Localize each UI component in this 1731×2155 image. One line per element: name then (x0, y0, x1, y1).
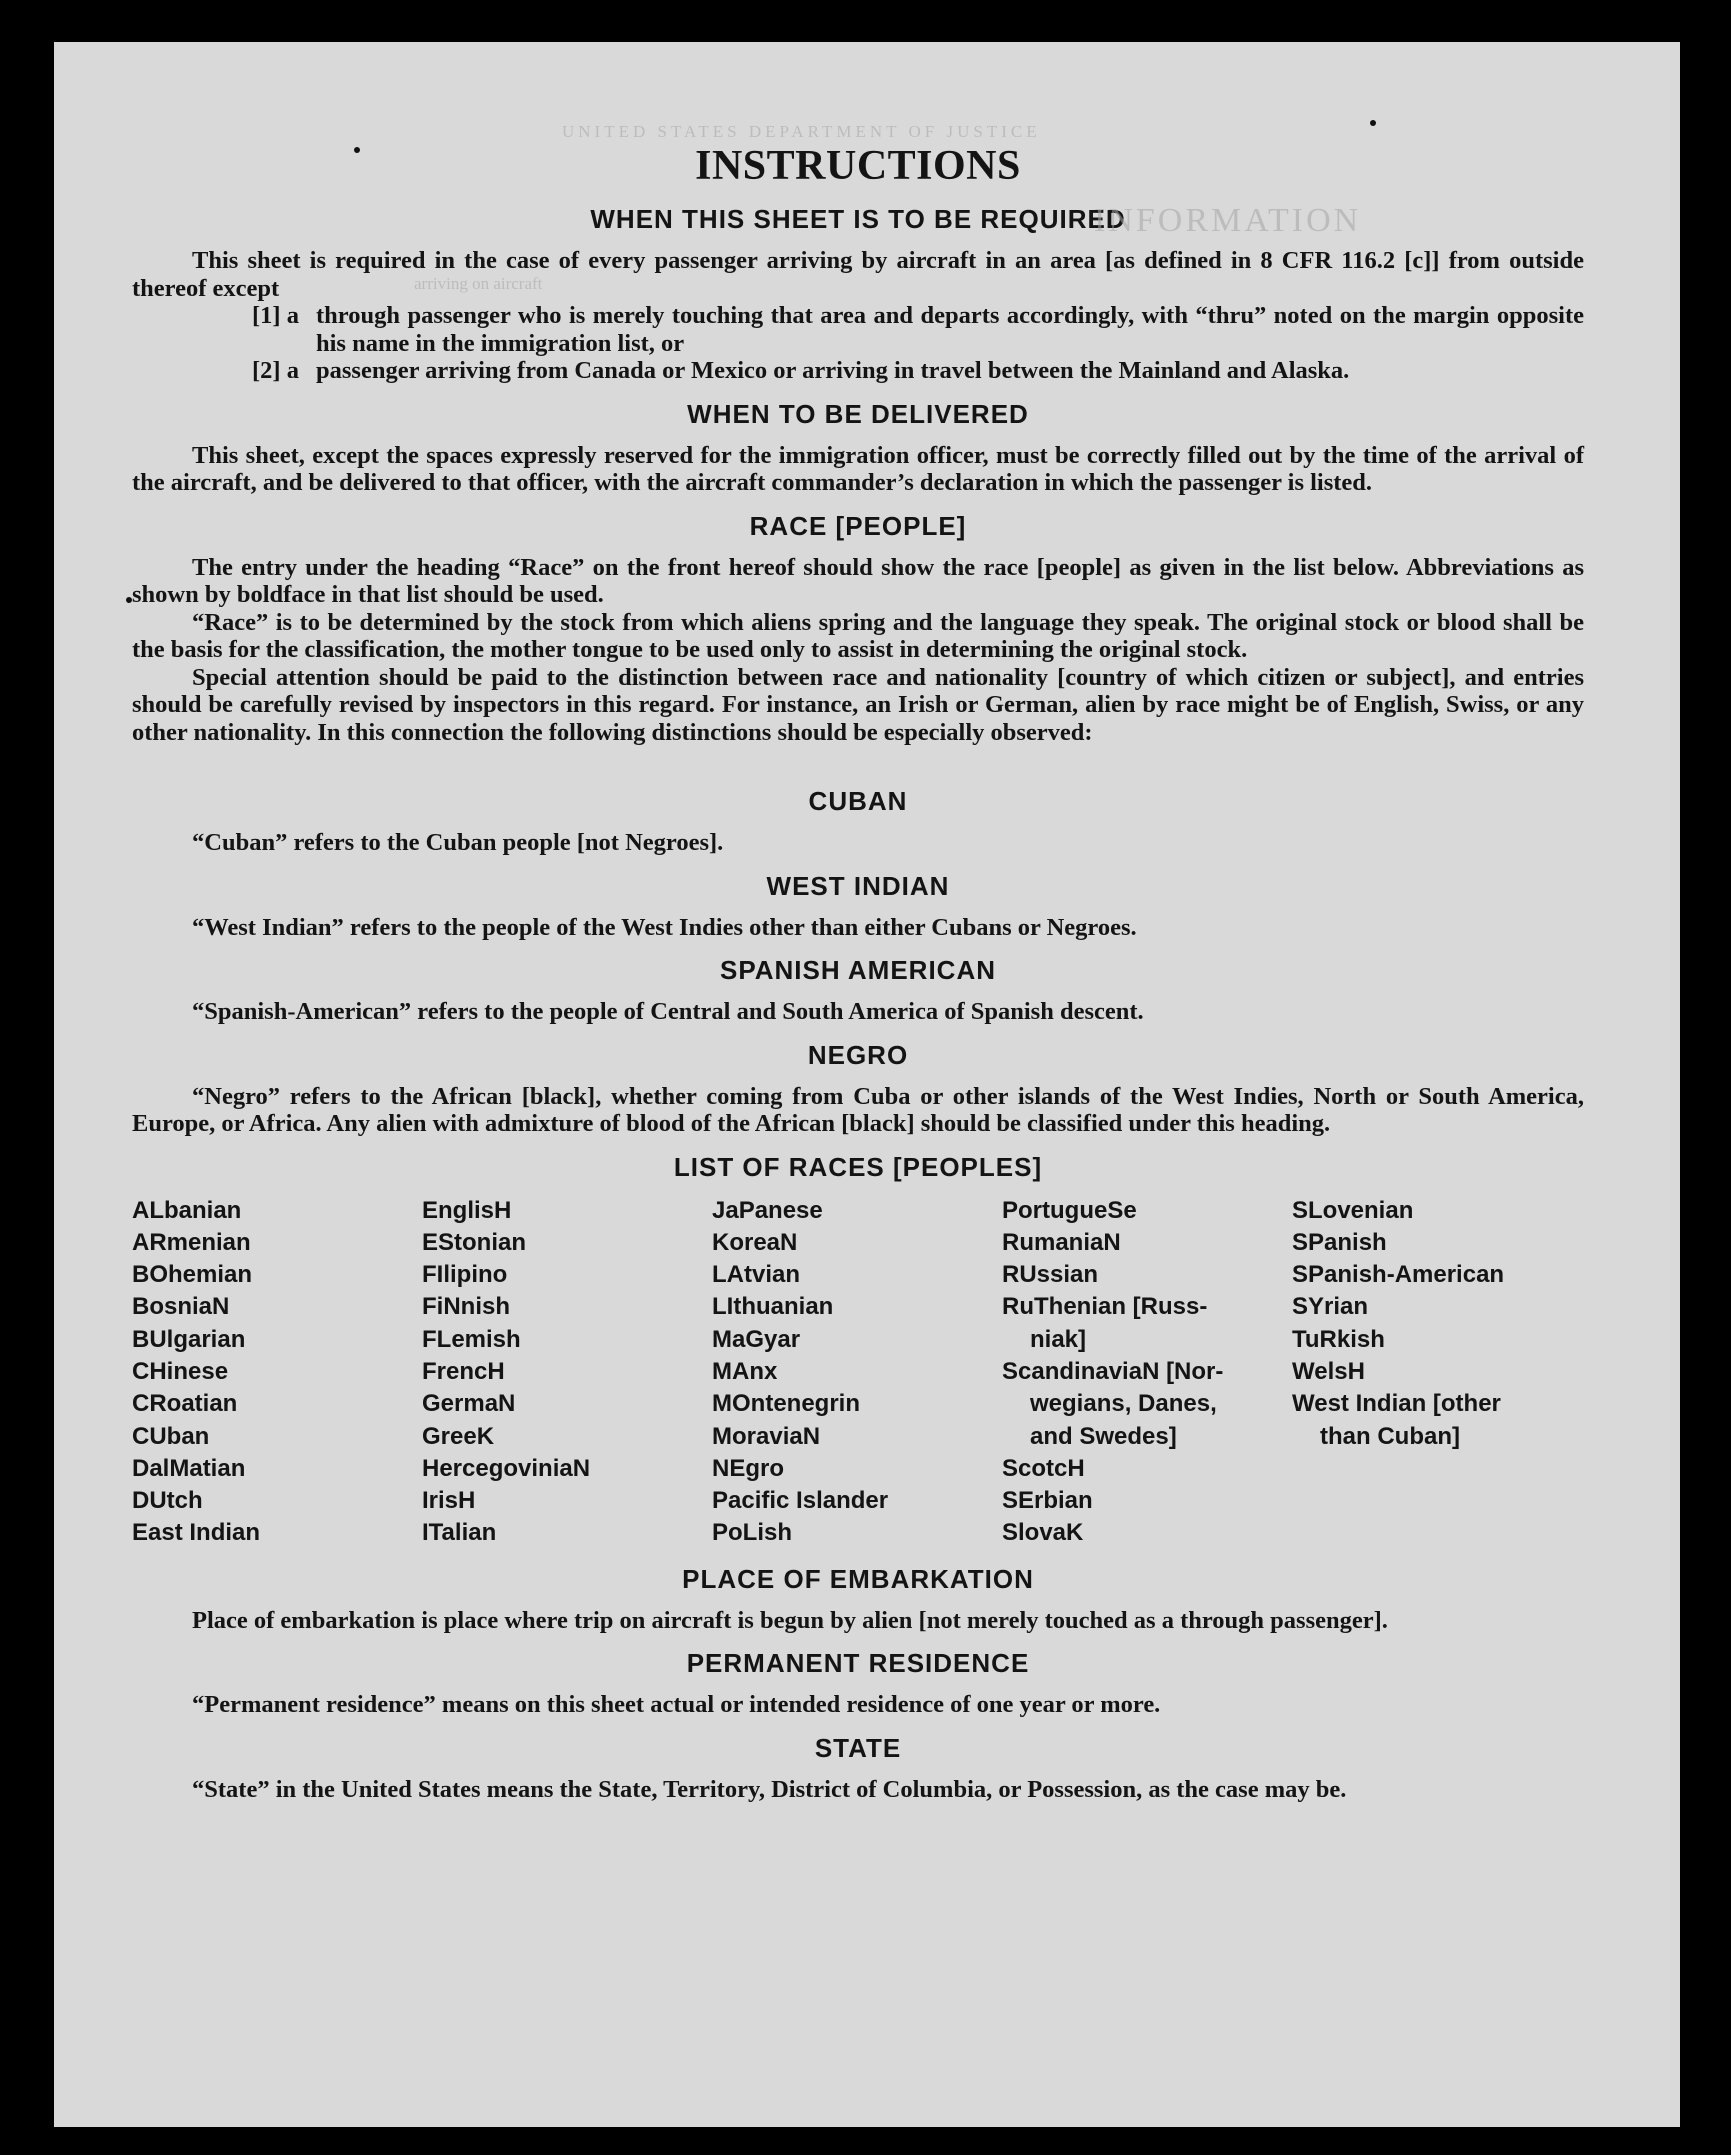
race-item: ScandinaviaN [Nor- (1002, 1357, 1224, 1385)
race-item: BosniaN (132, 1293, 230, 1321)
races-column-4 (1002, 1195, 1292, 1550)
paragraph: This sheet is required in the case of every passenger arriving by aircraft in an area [as defined in 8 CFR 116.2 [c]] from outside thereof except (132, 247, 1584, 302)
race-item-continued: and Swedes] (1030, 1422, 1177, 1450)
item-number: [2] a (252, 357, 299, 384)
race-item: HercegoviniaN (422, 1454, 591, 1482)
races-column-3 (712, 1195, 1002, 1550)
races-column-1 (132, 1195, 422, 1550)
race-item: FrencH (422, 1357, 505, 1385)
race-item: GreeK (422, 1422, 495, 1450)
race-item: RUssian (1002, 1261, 1099, 1289)
race-item: Pacific Islander (712, 1487, 889, 1515)
race-item: EnglisH (422, 1196, 512, 1224)
section-heading-cuban: CUBAN (808, 786, 908, 816)
race-item: FIlipino (422, 1261, 508, 1289)
races-list (132, 1195, 1584, 1550)
race-item: PortugueSe (1002, 1196, 1137, 1224)
race-item: MOntenegrin (712, 1390, 860, 1418)
race-item: CRoatian (132, 1390, 238, 1418)
section-heading-required: WHEN THIS SHEET IS TO BE REQUIRED (590, 204, 1126, 234)
section-heading-races-list: LIST OF RACES [PEOPLES] (673, 1151, 1043, 1182)
race-item: ARmenian (132, 1228, 251, 1256)
race-item: West Indian [other (1292, 1390, 1501, 1418)
race-item: RumaniaN (1002, 1228, 1121, 1256)
section-heading-race: RACE [PEOPLE] (749, 510, 967, 541)
paragraph: “West Indian” refers to the people of the West Indies other than either Cubans or Negroes. (192, 913, 1137, 941)
race-item: CHinese (132, 1357, 229, 1385)
list-item (132, 302, 1584, 357)
section-heading-west-indian: WEST INDIAN (766, 870, 950, 901)
race-item: RuThenian [Russ- (1002, 1293, 1208, 1321)
item-number: [1] a (252, 302, 299, 329)
race-item: BOhemian (132, 1261, 253, 1289)
race-item: SPanish (1292, 1228, 1387, 1256)
race-item: DalMatian (132, 1454, 246, 1482)
race-item: ScotcH (1002, 1454, 1085, 1482)
page-title: INSTRUCTIONS (695, 143, 1021, 189)
bleed-through-text: INFORMATION (1094, 202, 1362, 239)
section-heading-state: STATE (814, 1732, 902, 1763)
race-item: WelsH (1292, 1357, 1365, 1385)
race-item-continued: wegians, Danes, (1030, 1390, 1217, 1418)
ink-speck (126, 597, 132, 603)
paragraph: “State” in the United States means the State, Territory, District of Columbia, or Possession, as the case may be. (192, 1775, 1347, 1803)
section-heading-spanish-american: SPANISH AMERICAN (719, 955, 996, 985)
race-item: IrisH (422, 1487, 476, 1515)
race-item: SYrian (1292, 1293, 1369, 1321)
paragraph: “Negro” refers to the African [black], whether coming from Cuba or other islands of the West Indies, North or South America, Europe, or Africa. Any alien with admixture of blood of the African [black] should be classified under this heading. (132, 1082, 1584, 1137)
races-column-2 (422, 1195, 712, 1550)
race-item: ALbanian (132, 1196, 242, 1224)
race-item: DUtch (132, 1487, 203, 1515)
race-item: GermaN (422, 1390, 516, 1418)
race-item: CUban (132, 1422, 210, 1450)
race-item: BUlgarian (132, 1325, 246, 1353)
race-item: SErbian (1002, 1487, 1093, 1515)
section-heading-embarkation: PLACE OF EMBARKATION (682, 1563, 1034, 1594)
paragraph: This sheet, except the spaces expressly reserved for the immigration officer, must be correctly filled out by the time of the arrival of the aircraft, and be delivered to that officer, with the aircraft commander’s declaration in which the passenger is listed. (132, 441, 1584, 496)
section-heading-negro: NEGRO (807, 1039, 909, 1070)
list-item (132, 357, 1584, 385)
ink-speck (1370, 120, 1376, 126)
paragraph: “Spanish-American” refers to the people of Central and South America of Spanish descent. (192, 998, 1144, 1025)
item-text: through passenger who is merely touching that area and departs accordingly, with “thru” noted on the margin opposite his name in the immigration list, or (316, 302, 1584, 357)
paragraph: The entry under the heading “Race” on the front hereof should show the race [people] as given in the list below. Abbreviations as shown by boldface in that list should be used. (132, 553, 1584, 608)
race-item: NEgro (712, 1454, 784, 1482)
bleed-through-text: UNITED STATES DEPARTMENT OF JUSTICE (562, 122, 1041, 141)
section-heading-delivered: WHEN TO BE DELIVERED (687, 398, 1029, 429)
race-item: SLovenian (1292, 1196, 1414, 1224)
race-item: East Indian (132, 1519, 261, 1547)
race-item-continued: niak] (1030, 1325, 1087, 1353)
paragraph: “Race” is to be determined by the stock from which aliens spring and the language they speak. The original stock or blood shall be the basis for the classification, the mother tongue to be used only to assist in determining the original stock. (132, 608, 1584, 663)
paragraph: “Cuban” refers to the Cuban people [not Negroes]. (192, 829, 724, 856)
race-item-continued: than Cuban] (1320, 1422, 1460, 1450)
race-item: ITalian (422, 1519, 497, 1547)
race-item: PoLish (712, 1519, 793, 1547)
race-item: FiNnish (422, 1293, 510, 1321)
ink-speck (354, 147, 360, 153)
document-page (54, 42, 1680, 2127)
races-column-5 (1292, 1195, 1582, 1550)
race-item: MAnx (712, 1357, 778, 1385)
race-item: JaPanese (712, 1196, 823, 1224)
race-item: SlovaK (1002, 1519, 1084, 1547)
race-item: KoreaN (712, 1228, 798, 1256)
bleed-through-text: arriving on aircraft (414, 274, 543, 293)
race-item: EStonian (422, 1228, 527, 1256)
paragraph: “Permanent residence” means on this sheet actual or intended residence of one year or more. (192, 1691, 1161, 1719)
paragraph: Special attention should be paid to the distinction between race and nationality [country of which citizen or subject], and entries should be carefully revised by inspectors in this regard. For instance, an Irish or German, alien by race might be of English, Swiss, or any other nationality. In this connection the following distinctions should be especially observed: (132, 663, 1584, 746)
race-item: LIthuanian (712, 1293, 834, 1321)
paragraph: Place of embarkation is place where trip on aircraft is begun by alien [not merely touched as a through passenger]. (192, 1606, 1388, 1634)
item-text: passenger arriving from Canada or Mexico or arriving in travel between the Mainland and Alaska. (316, 357, 1350, 384)
race-item: LAtvian (712, 1261, 801, 1289)
section-heading-residence: PERMANENT RESIDENCE (686, 1648, 1030, 1679)
race-item: SPanish-American (1292, 1261, 1505, 1289)
race-item: MoraviaN (712, 1422, 821, 1450)
race-item: MaGyar (712, 1325, 801, 1353)
race-item: FLemish (422, 1325, 521, 1353)
race-item: TuRkish (1292, 1325, 1385, 1353)
